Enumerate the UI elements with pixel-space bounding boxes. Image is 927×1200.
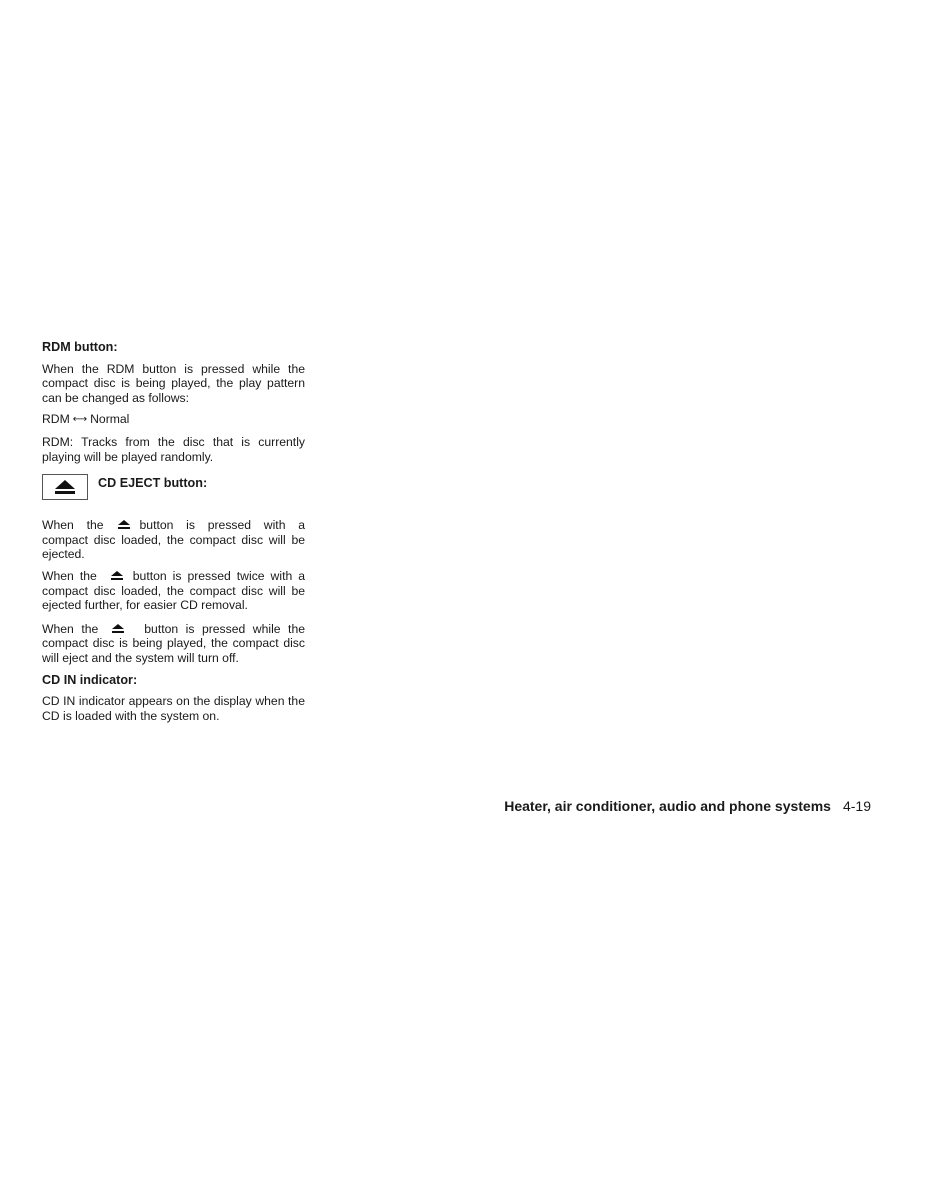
eject-p1-pre: When the (42, 518, 104, 533)
eject-p2-post: button is pressed twice with a compact disc loaded, the compact disc will be ejected further, for easier CD removal. (42, 568, 305, 613)
eject-p3-post: button is pressed while the compact disc is being played, the compact disc will eject and the system will turn off. (42, 621, 305, 665)
eject-p1-post: button is pressed with a compact disc loaded, the compact disc will be ejected. (42, 518, 305, 562)
eject-heading: CD EJECT button: (98, 476, 208, 491)
eject-icon (118, 520, 130, 529)
rdm-pattern (42, 412, 305, 428)
eject-p3-pre: When the (42, 621, 99, 636)
cdin-heading: CD IN indicator: (42, 672, 138, 687)
eject-icon (112, 624, 124, 633)
double-arrow-icon: ⟷ (72, 414, 88, 426)
eject-button-illustration (42, 474, 88, 500)
rdm-pattern-from: RDM (42, 412, 70, 427)
page-number: 4-19 (842, 798, 871, 814)
eject-icon (54, 479, 76, 495)
cdin-description: CD IN indicator appears on the display when the CD is loaded with the system on. (42, 694, 305, 723)
eject-paragraph-2 (42, 569, 305, 613)
rdm-heading: RDM button: (42, 340, 118, 354)
eject-heading-row (42, 474, 305, 500)
content-column (42, 340, 305, 730)
eject-icon (111, 571, 123, 580)
page-footer (504, 798, 871, 814)
rdm-pattern-to: Normal (90, 412, 130, 427)
section-title: Heater, air conditioner, audio and phone systems (504, 798, 831, 814)
eject-p2-pre: When the (42, 568, 97, 583)
eject-paragraph-1 (42, 518, 305, 562)
rdm-explanation: RDM: Tracks from the disc that is currently playing will be played randomly. (42, 434, 305, 464)
eject-paragraph-3 (42, 622, 305, 666)
rdm-description: When the RDM button is pressed while the compact disc is being played, the play pattern can be changed as follows: (42, 361, 305, 405)
